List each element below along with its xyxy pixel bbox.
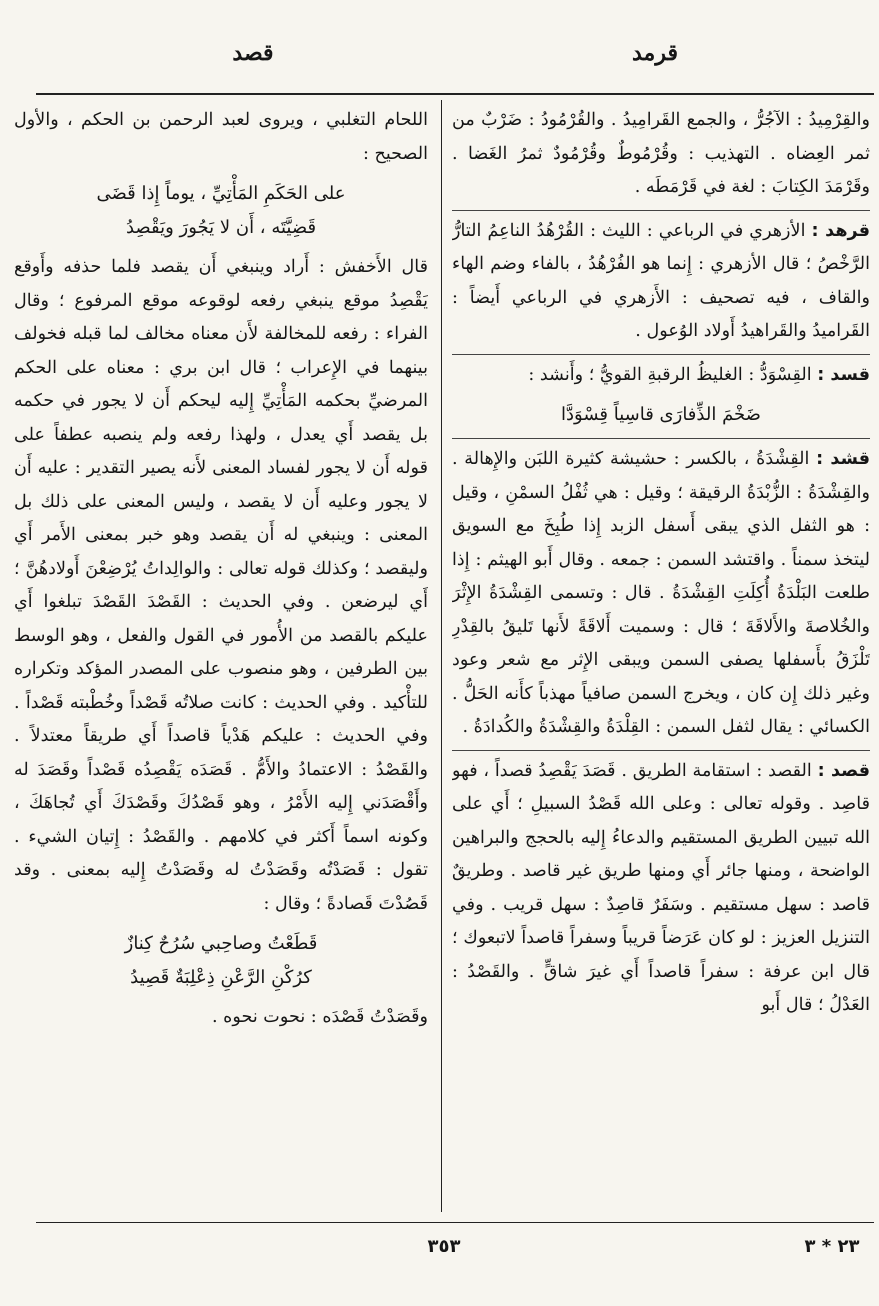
entry-qarhad (452, 215, 870, 349)
entry-text: القِسْوَدُّ : الغليظُ الرقبةِ القويُّ ؛ وأَنشد : (528, 364, 818, 385)
entry-headword: قصد : (817, 760, 870, 781)
running-head-right: قرمد (632, 40, 678, 66)
entry-text: القصد : استقامة الطريق . قَصَدَ يَقْصِدُ قصداً ، فهو قاصِد . وقوله تعالى : وعلى الله قَصْدُ السبيلِ ؛ أَي على الله تبيين الطريق المستقيم والدعاءُ إِليه بالحجج والبراهين الواضحة ، ومنها جائر أَي ومنها طريق غير قاصد . وطريقٌ قاصد : سهل مستقيم . وسَفَرٌ قاصِدٌ : سهل قريب . وفي التنزيل العزيز : لو كان عَرَضاً قريباً وسفراً قاصداً لاتبعوك ؛ قال ابن عرفة : سفراً قاصداً أَي غيرَ شاقٍّ . والقَصْدُ : العَدْلُ ؛ قال أَبو (452, 760, 870, 1015)
verse-block-2 (14, 927, 428, 995)
left-column (14, 104, 428, 1212)
page-number: ٣٥٣ (427, 1236, 461, 1257)
verse-line: على الحَكَمِ المَأْتِيِّ ، يوماً إِذا قَضَى (96, 183, 346, 204)
entry-qasd (452, 755, 870, 1023)
entry-separator (452, 210, 870, 211)
signature-mark: ٢٣ * ٣ (804, 1236, 860, 1257)
entry-headword: قسد : (817, 364, 870, 385)
entry-qasad (452, 359, 870, 393)
entry-separator (452, 750, 870, 751)
entry-separator (452, 354, 870, 355)
entry-separator (452, 438, 870, 439)
verse-line: كرُكْنِ الرَّعْنِ ذِعْلِبَةٌ قَصِيدُ (130, 967, 312, 988)
verse-line: ضَخْمَ الذِّفارَى قاسِياً قِسْوَدَّا (561, 404, 761, 425)
entry-qarmad (452, 104, 870, 205)
header-rule (36, 93, 874, 95)
verse-block-1 (14, 177, 428, 245)
paragraph-closing: وقَصَدْتُ قَصْدَه : نحوت نحوه . (211, 1007, 428, 1027)
paragraph-intro: اللحام التغلبي ، ويروى لعبد الرحمن بن الحكم ، والأول الصحيح : (14, 110, 428, 164)
paragraph-body: قال الأَخفش : أَراد وينبغي أَن يقصد فلما حذفه وأَوقع يَقْصِدُ موقع ينبغي رفعه لوقوعه موقع المرفوع ؛ وقال الفراء : رفعه للمخالفة لأَن معناه مخالف لما قبله فخولف بينهما في الإِعراب ؛ قال ابن بري : معناه على الحكم المرضيِّ بحكمه المَأْتِيِّ إِليه ليحكم أَن لا يجور في حكمه بل يقصد أَي يعدل ، ولهذا رفعه ولم ينصبه عطفاً على قوله أَن لا يجور لفساد المعنى لأَنه يصير التقدير : عليه أَن لا يجور وعليه أَن لا يقصد ، وليس المعنى على ذلك بل المعنى : وينبغي له أَن يقصد وهو خبر بمعنى الأَمر أَي وليقصد ؛ وكذلك قوله تعالى : والوالِداتُ يُرْضِعْنَ أَولادهُنَّ ؛ أَي ليرضعن . وفي الحديث : القَصْدَ القَصْدَ تبلغوا أَي عليكم بالقصد من الأُمور في القول والفعل ، وهو الوسط بين الطرفين ، وهو منصوب على المصدر المؤكد وتكراره للتأْكيد . وفي الحديث : كانت صلاتُه قَصْداً وخُطْبته قَصْداً . وفي الحديث : عليكم هَدْياً قاصداً أَي طريقاً معتدلاً . والقَصْدُ : الاعتمادُ والأَمُّ . قَصَدَه يَقْصِدُه قَصْداً وقَصَدَ له وأَقْصَدَني إِليه الأَمْرُ ، وهو قَصْدُكَ وقَصْدَكَ أَي تُجاهَكَ ، وكونه اسماً أَكثر في كلامهم . والقَصْدُ : إِتيان الشيء . تقول : قَصَدْتُه وقَصَدْتُ له وقَصَدْتُ إِليه بمعنى . وقد قَصُدْتَ قَصادةً ؛ وقال : (14, 257, 428, 914)
entry-text: والقِرْمِيدُ : الآجُرُّ ، والجمع القَرامِيدُ . والقُرْمُودُ : ضَرْبٌ من ثمر العِضاه . التهذيب : وقُرْمُوطٌ وقُرْمُودٌ ثمرُ الغَضا . وقَرْمَدَ الكِتابَ : لغة في قَرْمَطَه . (452, 110, 870, 197)
entry-qashad (452, 443, 870, 745)
running-head-left: قصد (232, 40, 274, 66)
entry-headword: قرهد : (811, 220, 870, 241)
entry-text: القِشْدَةُ ، بالكسر : حشيشة كثيرة اللبَن والإِهالة . والقِشْدَةُ : الزُّبْدَةُ الرقيقة ؛ وقيل : هي ثُفْلُ السمْنِ ، وقيل : هو الثفل الذي يبقى أَسفل الزبد إِذا طُبِخَ مع السويق ليتخذ سمناً . واقتشد السمن : جمعه . وقال أَبو الهيثم : إِذا طلعت البَلْدَةُ أُكِلَتِ القِشْدَةُ . قال : وتسمى القِشْدَةُ الإِثْرَ والخُلاصةَ والأَلاقَةَ ؛ قال : وسميت أَلاقَةً لأَنها تَليقُ بالقِدْرِ تَلْزَقُ بأَسفلها يصفى السمن ويبقى الإِثر مع شعر وعود وغير ذلك إِن كان ، ويخرج السمن صافياً مهذباً كأَنه الحَلُّ . الكسائي : يقال لثفل السمن : القِلْدَةُ والقِشْدَةُ والكُدادَةُ . (452, 449, 870, 737)
entry-text: الأزهري في الرباعي : الليث : القُرْهُدُ الناعِمُ التارُّ الرَّخْصُ ؛ قال الأزهري : إِنما هو الفُرْهُدُ ، بالفاء وضم الهاء والقاف ، فيه تصحيف : الأَزهري في الرباعي أَيضاً : القَراميدُ والقَراهيدُ أَولاد الوُعول . (452, 220, 870, 341)
verse-line: قَطَعْتُ وصاحِبي سُرُحٌ كِنازٌ (124, 933, 318, 954)
column-divider (441, 100, 442, 1212)
footer-rule (36, 1222, 874, 1223)
right-column (452, 104, 870, 1212)
verse-line: قَضِيَّتَه ، أَن لا يَجُورَ ويَقْصِدُ (125, 217, 317, 238)
verse-qasad (452, 398, 870, 432)
entry-headword: قشد : (816, 449, 870, 469)
